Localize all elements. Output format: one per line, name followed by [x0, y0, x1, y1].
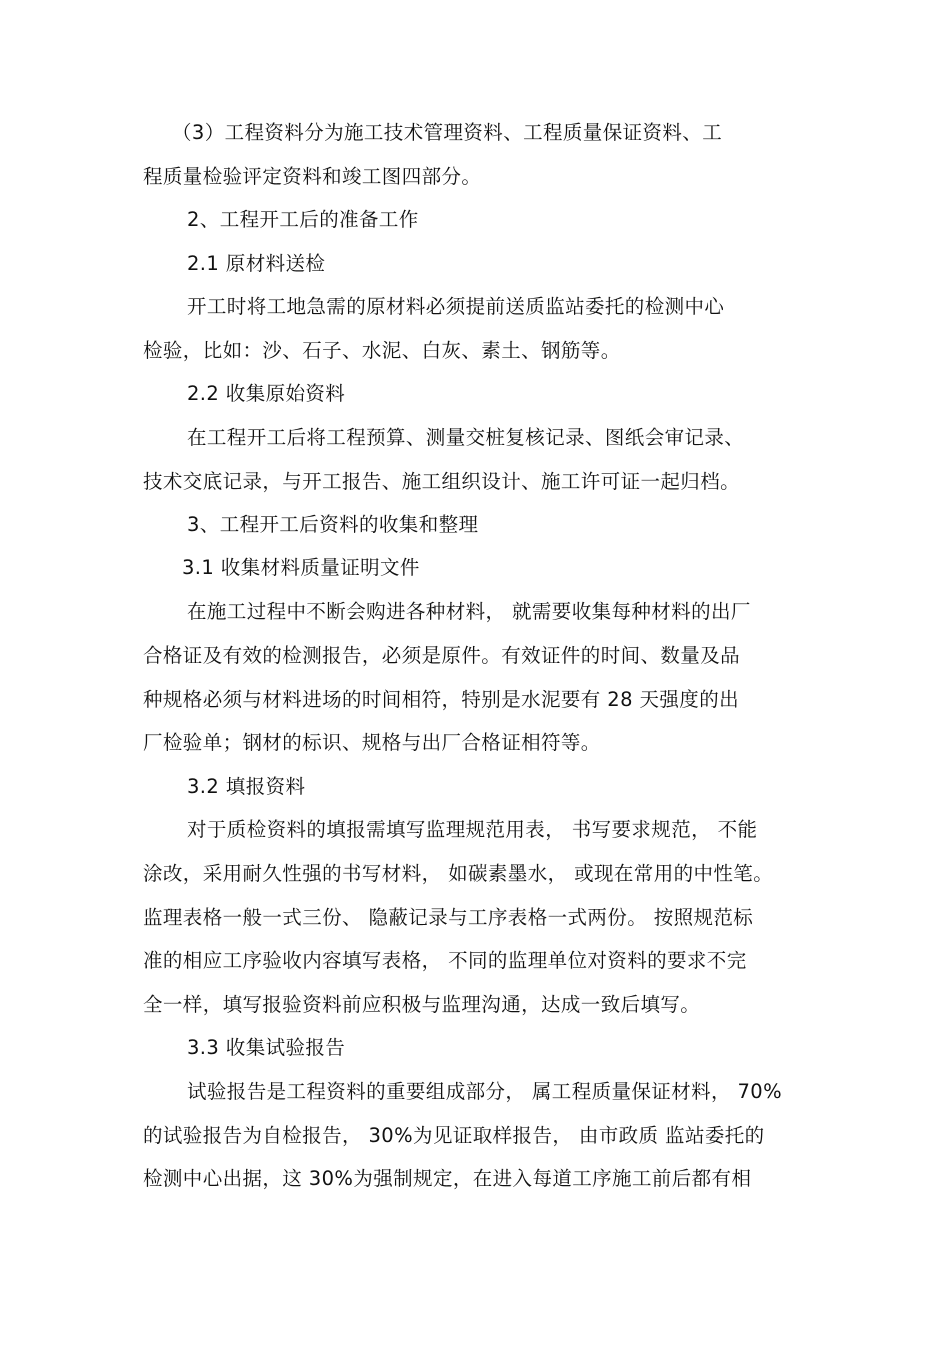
paragraph-line: 对于质检资料的填报需填写监理规范用表， 书写要求规范， 不能 [187, 818, 758, 841]
paragraph-line: 全一样，填写报验资料前应积极与监理沟通，达成一致后填写。 [143, 993, 701, 1016]
paragraph-line: 程质量检验评定资料和竣工图四部分。 [143, 165, 482, 188]
paragraph-line: 准的相应工序验收内容填写表格， 不同的监理单位对资料的要求不完 [143, 949, 747, 972]
section-heading: 3、工程开工后资料的收集和整理 [187, 513, 479, 536]
section-heading: 2、工程开工后的准备工作 [187, 208, 419, 231]
subsection-heading: 3.2 填报资料 [187, 775, 306, 798]
paragraph-line: 检验，比如：沙、石子、水泥、白灰、素土、钢筋等。 [143, 339, 621, 362]
paragraph-line: （3）工程资料分为施工技术管理资料、工程质量保证资料、工 [172, 121, 723, 144]
paragraph-line: 技术交底记录，与开工报告、施工组织设计、施工许可证一起归档。 [143, 470, 741, 493]
subsection-heading: 2.1 原材料送检 [187, 252, 326, 275]
paragraph-line: 监理表格一般一式三份、 隐蔽记录与工序表格一式两份。 按照规范标 [143, 906, 754, 929]
subsection-heading: 3.1 收集材料质量证明文件 [182, 556, 420, 579]
paragraph-line: 在施工过程中不断会购进各种材料， 就需要收集每种材料的出厂 [187, 600, 751, 623]
paragraph-line: 开工时将工地急需的原材料必须提前送质监站委托的检测中心 [187, 295, 725, 318]
paragraph-line: 合格证及有效的检测报告，必须是原件。有效证件的时间、数量及品 [143, 644, 741, 667]
subsection-heading: 2.2 收集原始资料 [187, 382, 346, 405]
paragraph-line: 在工程开工后将工程预算、测量交桩复核记录、图纸会审记录、 [187, 426, 745, 449]
paragraph-line: 厂检验单；钢材的标识、规格与出厂合格证相符等。 [143, 731, 601, 754]
paragraph-line: 检测中心出据，这 30%为强制规定，在进入每道工序施工前后都有相 [143, 1167, 752, 1190]
paragraph-line: 涂改，采用耐久性强的书写材料， 如碳素墨水， 或现在常用的中性笔。 [143, 862, 774, 885]
paragraph-line: 的试验报告为自检报告， 30%为见证取样报告， 由市政质 监站委托的 [143, 1124, 765, 1147]
paragraph-line: 种规格必须与材料进场的时间相符，特别是水泥要有 28 天强度的出 [143, 688, 740, 711]
paragraph-line: 试验报告是工程资料的重要组成部分， 属工程质量保证材料， 70% [187, 1080, 783, 1103]
subsection-heading: 3.3 收集试验报告 [187, 1036, 346, 1059]
